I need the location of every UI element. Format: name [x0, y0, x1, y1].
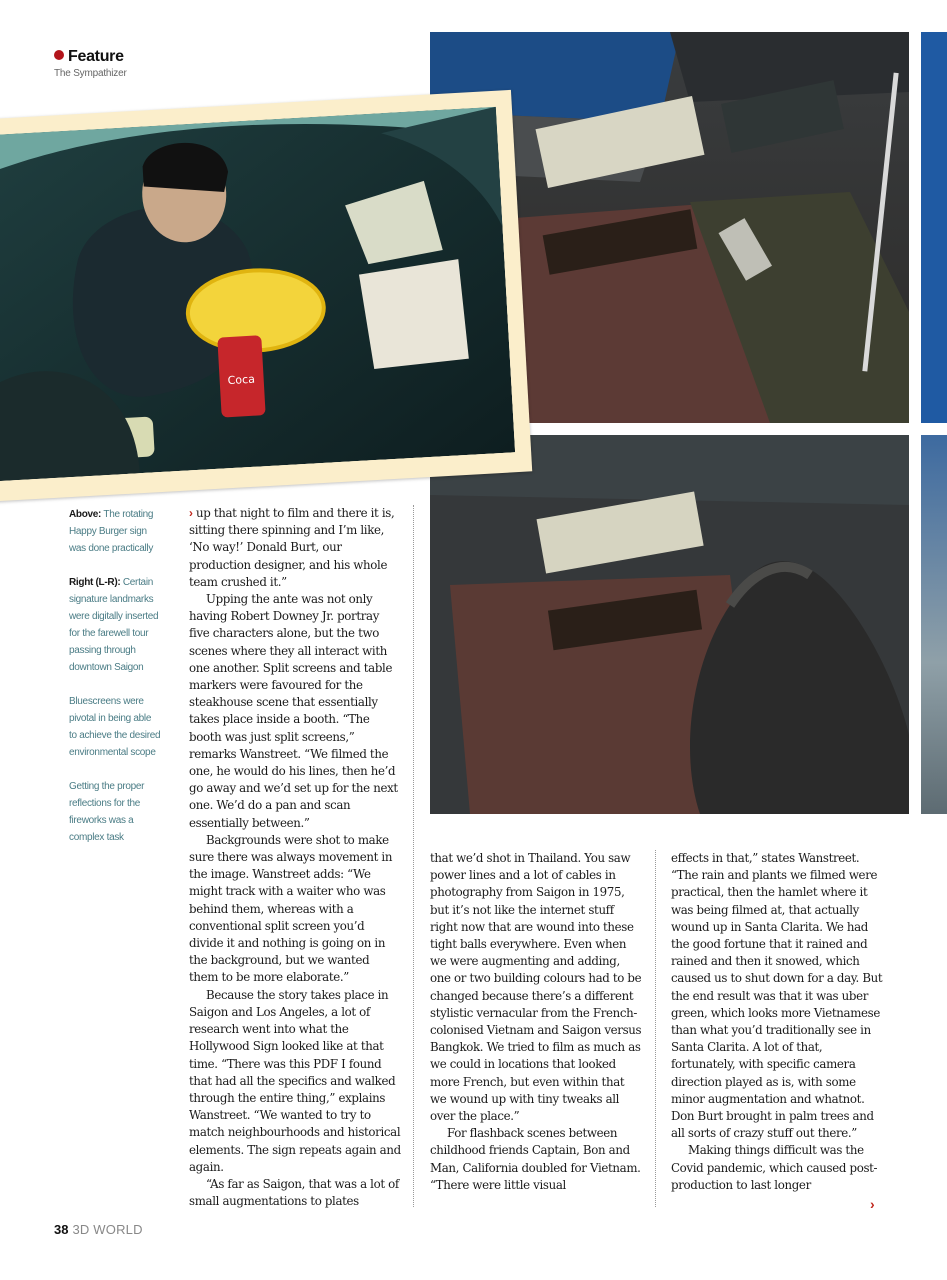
svg-text:Coca: Coca	[227, 372, 256, 388]
page-folio	[54, 1222, 143, 1237]
paragraph: that we’d shot in Thailand. You saw power lines and a lot of cables in photography from Saigon in 1975, but it’s not like the internet stuff right now that are wound into these tight balls everywhere. Even when we were augmenting and adding, one or two building colours had to be changed because there’s a different stylistic vernacular from the French-colonised Vietnam and Saigon versus Bangkok. We tried to film as much as we could in locations that looked more French, but even within that we wound up with tiny tweaks all over the place.”	[430, 851, 642, 1124]
next-page-chevron-icon: ›	[870, 1196, 875, 1212]
paragraph: Making things difficult was the Covid pandemic, which caused post-production to last longer	[671, 1143, 878, 1192]
magazine-name: 3D WORLD	[72, 1222, 143, 1237]
caption-bluescreens: Bluescreens were pivotal in being able to achieve the desired environmental scope	[69, 696, 161, 758]
main-photo-frame	[0, 90, 532, 502]
paragraph: Upping the ante was not only having Robert Downey Jr. portray five characters alone, but the two scenes where they all interact with one another. Split screens and table markers were favoured for the steakhouse scene that essentially takes place inside a booth. “The booth was just split screens,” remarks Wanstreet. “We filmed the one, he would do his lines, then he’d go away and we’d set up for the next one. We’d do a pan and scan essentially between.”	[189, 592, 398, 830]
main-photo	[0, 107, 515, 481]
paragraph: effects in that,” states Wanstreet. “The rain and plants we filmed were practical, then the hamlet where it was being filmed at, that actually wound up in Santa Clarita. We had the good fortune that it rained and rained and then it snowed, which caused us to shut down for a day. But the end result was that it was uber green, which looks more Vietnamese than what you’d traditionally see in Santa Clarita. A lot of that, fortunately, with specific camera direction played as is, with some minor augmentation and whatnot. Don Burt brought in palm trees and all sorts of crazy stuff out there.”	[671, 851, 883, 1141]
section-label: Feature	[68, 48, 124, 65]
column-divider	[413, 505, 414, 1207]
body-column-1	[189, 505, 401, 1210]
paragraph: Because the story takes place in Saigon and Los Angeles, a lot of research went into what the Hollywood Sign looked like at that time. “There was this PDF I found that had all the specifics and walked through the entire thing,” explains Wanstreet. “We wanted to try to match neighbourhoods and historical elements. The sign repeats again and again.	[189, 987, 401, 1174]
section-dot-icon	[54, 50, 64, 60]
section-subtitle: The Sympathizer	[54, 68, 127, 79]
continue-chevron-icon: ›	[189, 506, 193, 520]
caption-fireworks: Getting the proper reflections for the fireworks was a complex task	[69, 781, 145, 843]
paragraph: “As far as Saigon, that was a lot of small augmentations to plates	[189, 1176, 399, 1209]
paragraph: › up that night to film and there it is, sitting there spinning and I’m like, ‘No way!’ Donald Burt, our production designer, and his whole team crushed it.”	[189, 506, 395, 589]
page-number: 38	[54, 1222, 69, 1237]
body-column-3	[671, 850, 883, 1194]
paragraph: Backgrounds were shot to make sure there was always movement in the image. Wanstreet adds: “We might track with a waiter who was behind them, whereas with a conventional split screen you’d divide it and nothing is going on in the background, but we wanted them to be more elaborate.”	[189, 832, 393, 985]
caption-above: Above: The rotating Happy Burger sign was done practically	[69, 509, 154, 554]
photo-edge-top	[921, 32, 947, 423]
photo-edge-middle	[921, 435, 947, 814]
body-column-2	[430, 850, 642, 1194]
section-header	[54, 48, 127, 79]
caption-right: Right (L-R): Certain signature landmarks were digitally inserted for the farewell tour passing through downtown Saigon	[69, 577, 159, 673]
paragraph: For flashback scenes between childhood friends Captain, Bon and Man, California doubled for Vietnam. “There were little visual	[430, 1126, 641, 1192]
column-divider	[655, 850, 656, 1207]
photo-captions	[69, 506, 161, 863]
photo-middle-right	[430, 435, 909, 814]
